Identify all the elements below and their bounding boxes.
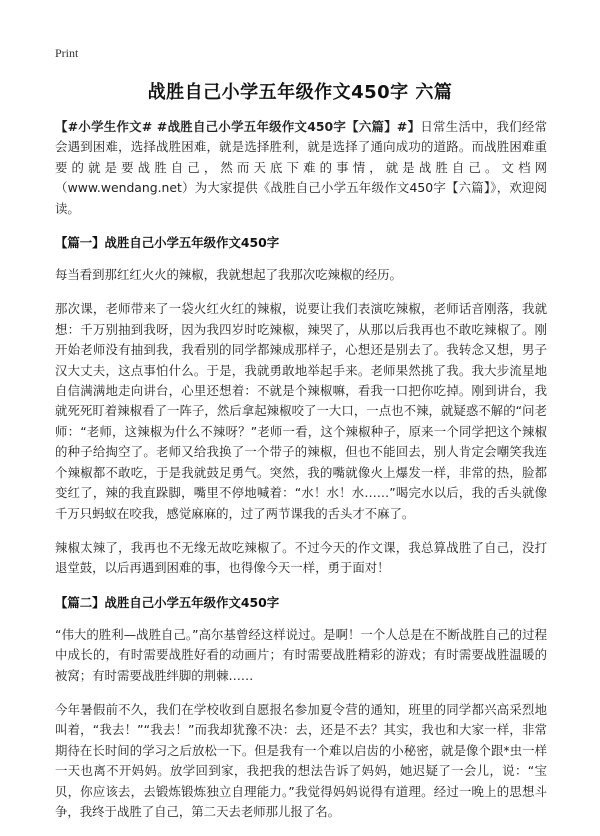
section-1-paragraph-1: 每当看到那红红火火的辣椒，我就想起了我那次吃辣椒的经历。 xyxy=(55,267,402,283)
section-2-paragraph-1: “伟大的胜利—战胜自己。”高尔基曾经这样说过。是啊！一个人总是在不断战胜自己的过程中成长的，有时需要战胜好看的动画片；有时需要战胜精彩的游戏；有时需要战胜温暖的被窝；有时需要战胜绊脚的荆棘…… xyxy=(55,626,547,683)
section-heading-1: 【篇一】战胜自己小学五年级作文450字 xyxy=(55,235,280,251)
print-link[interactable]: Print xyxy=(55,46,79,60)
article-body xyxy=(55,117,547,836)
intro-text: 日常生活中，我们经常会遇到困难，选择战胜困难，就是选择胜利，就是选择了通向成功的道路。而战胜困难重要的就是要战胜自己，然而天底下难的事情，就是战胜自己。文档网（www.wendang.net）为大家提供《战胜自己小学五年级作文450字【六篇】》，欢迎阅读。 xyxy=(55,119,547,216)
intro-tag: 【#小学生作文# #战胜自己小学五年级作文450字【六篇】#】 xyxy=(55,119,421,134)
section-1-paragraph-3: 辣椒太辣了，我再也不无缘无故吃辣椒了。不过今天的作文课，我总算战胜了自己，没打退堂鼓，以后再遇到困难的事，也得像今天一样，勇于面对！ xyxy=(55,539,547,576)
section-heading-2: 【篇二】战胜自己小学五年级作文450字 xyxy=(55,594,280,610)
page-title: 战胜自己小学五年级作文450字 六篇 xyxy=(147,82,453,103)
section-2-paragraph-2: 今年暑假前不久，我们在学校收到自愿报名参加夏令营的通知，班里的同学都兴高采烈地叫着，“我去！”“我去！”而我却犹豫不决：去，还是不去？其实，我也和大家一样，非常期待在长时间的学习之后放松一下。但是我有一个难以启齿的小秘密，就是像个跟*虫一样一天也离不开妈妈。放学回到家，我把我的想法告诉了妈妈，她迟疑了一会儿，说：“宝贝，你应该去，去锻炼锻炼独立自理能力。”我觉得妈妈说得有道理。经过一晚上的思想斗争，我终于战胜了自己，第二天去老师那儿报了名。 xyxy=(55,701,547,819)
intro-paragraph xyxy=(55,117,547,219)
section-1-paragraph-2: 那次课，老师带来了一袋火红火红的辣椒，说要让我们表演吃辣椒，老师话音刚落，我就想：千万别抽到我呀，因为我四岁时吃辣椒，辣哭了，从那以后我再也不敢吃辣椒了。刚开始老师没有抽到我，我看别的同学都辣成那样子，心想还是别去了。我转念又想，男子汉大丈夫，这点事怕什么。于是，我就勇敢地举起手来。老师果然挑了我。我大步流星地自信满满地走向讲台，心里还想着：不就是个辣椒嘛，看我一口把你吃掉。刚到讲台，我就死死盯着辣椒看了一阵子，然后拿起辣椒咬了一大口，一点也不辣，就疑惑不解的“问老师：“老师，这辣椒为什么不辣呀？”老师一看，这个辣椒种子，原来一个同学把这个辣椒的种子给掏空了。老师又给我换了一个带子的辣椒，但也不能回去，别人肯定会嘲笑我连个辣椒都不敢吃，于是我就鼓足勇气。突然，我的嘴就像火上爆发一样，非常的热，脸都变红了，辣的我直跺脚，嘴里不停地喊着：“水！水！水……”喝完水以后，我的舌头就像千万只蚂蚁在咬我，感觉麻麻的，过了两节课我的舌头才不麻了。 xyxy=(55,301,547,521)
